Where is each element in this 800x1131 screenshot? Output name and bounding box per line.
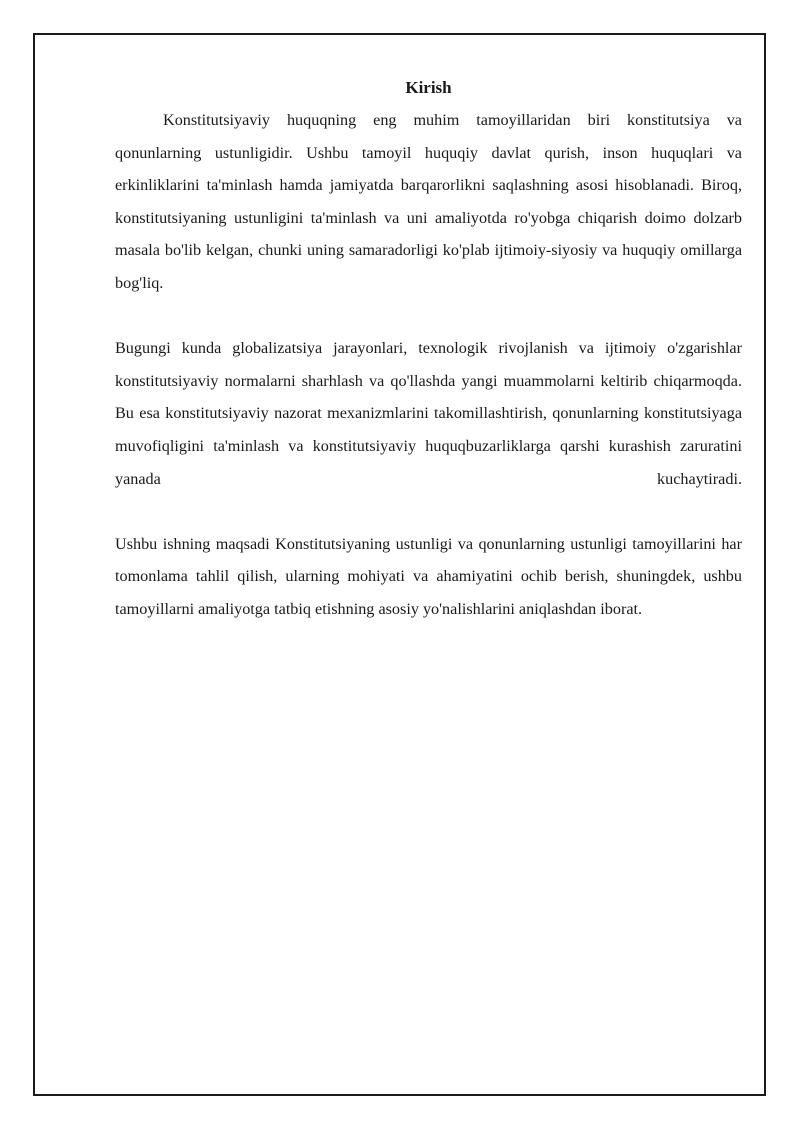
paragraph-context: Bugungi kunda globalizatsiya jarayonlari, texnologik rivojlanish va ijtimoiy o'zgarishlar konstitutsiyaviy normalarni sharhlash va qo'llashda yangi muammolarni keltirib chiqarmoqda. Bu esa konstitutsiyaviy nazorat mexanizmlarini takomillashtirish, qonunlarning konstitutsiyaga muvofiqligini ta'minlash va konstitutsiyaviy huquqbuzarliklarga qarshi kurashish zaruratini yanada kuchaytiradi.: [115, 339, 742, 488]
paragraph-aim: Ushbu ishning maqsadi Konstitutsiyaning ustunligi va qonunlarning ustunligi tamoyillarini har tomonlama tahlil qilish, ularning mohiyati va ahamiyatini ochib berish, shuningdek, ushbu tamoyillarni amaliyotga tatbiq etishning asosiy yo'nalishlarini aniqlashdan iborat.: [115, 534, 742, 618]
document-title: Kirish: [405, 78, 452, 97]
paragraph-intro: Konstitutsiyaviy huquqning eng muhim tamoyillaridan biri konstitutsiya va qonunlarning ustunligidir. Ushbu tamoyil huquqiy davlat qurish, inson huquqlari va erkinliklarini ta'minlash hamda jamiyatda barqarorlikni saqlashning asosi hisoblanadi. Biroq, konstitutsiyaning ustunligini ta'minlash va uni amaliyotda ro'yobga chiqarish doimo dolzarb masala bo'lib kelgan, chunki uning samaradorligi ko'plab ijtimoiy-siyosiy va huquqiy omillarga bog'liq.: [115, 111, 742, 292]
document-body: [115, 76, 742, 626]
paragraph-spacer: [115, 300, 742, 333]
paragraph-spacer: [115, 495, 742, 528]
